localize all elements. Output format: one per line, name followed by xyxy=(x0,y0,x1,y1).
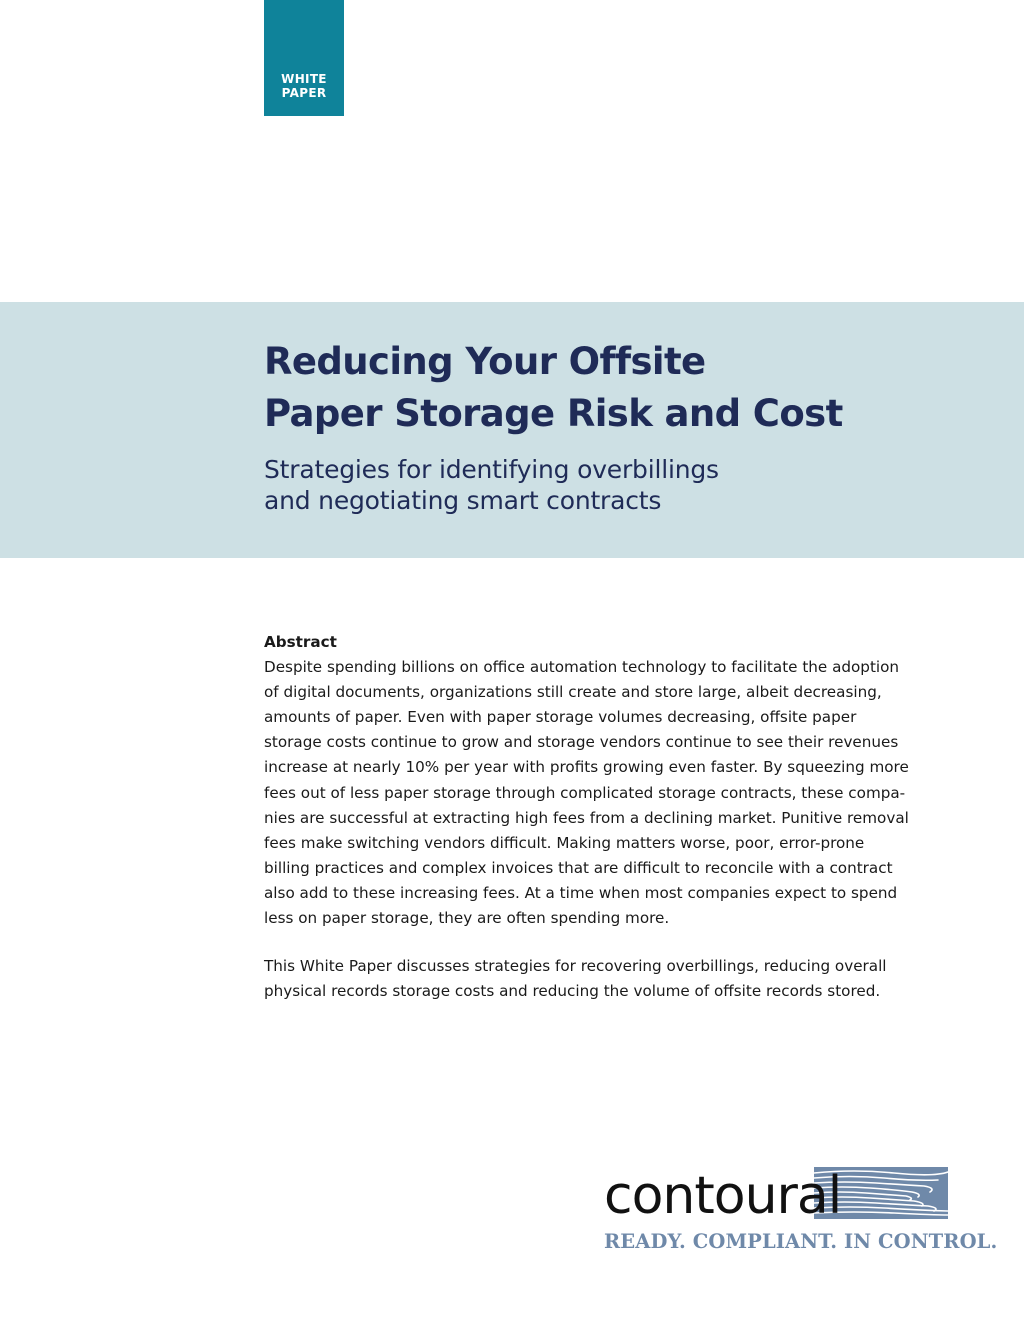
document-title xyxy=(264,336,984,440)
abstract-p1-line: Despite spending billions on office automation technology to facilitate the adoption xyxy=(264,658,900,677)
abstract-p1-line: fees make switching vendors difficult. Making matters worse, poor, error-prone xyxy=(264,833,865,852)
abstract-p1-line: nies are successful at extracting high fees from a declining market. Punitive removal xyxy=(264,808,909,827)
title-line-2: Paper Storage Risk and Cost xyxy=(264,392,843,435)
abstract-p1-line: billing practices and complex invoices that are difficult to reconcile with a contract xyxy=(264,858,893,877)
abstract-p1-line: also add to these increasing fees. At a time when most companies expect to spend xyxy=(264,883,898,902)
document-subtitle xyxy=(264,454,984,516)
abstract-p1-line: increase at nearly 10% per year with profits growing even faster. By squeezing more xyxy=(264,758,909,777)
logo-wordmark: contoural xyxy=(604,1166,842,1226)
title-line-1: Reducing Your Offsite xyxy=(264,340,706,383)
abstract-p1-line: less on paper storage, they are often spending more. xyxy=(264,909,670,928)
abstract-p1-line: storage costs continue to grow and storage vendors continue to see their revenues xyxy=(264,733,899,752)
subtitle-line-2: and negotiating smart contracts xyxy=(264,486,662,515)
abstract-paragraph-1 xyxy=(264,655,954,931)
contoural-logo xyxy=(600,1164,998,1264)
abstract-section xyxy=(264,630,954,1004)
abstract-p1-line: of digital documents, organizations still create and store large, albeit decreasing, xyxy=(264,683,882,702)
abstract-paragraph-2 xyxy=(264,954,954,1004)
white-paper-tab xyxy=(264,0,344,116)
abstract-p1-line: fees out of less paper storage through complicated storage contracts, these compa- xyxy=(264,783,906,802)
subtitle-line-1: Strategies for identifying overbillings xyxy=(264,455,719,484)
logo-tagline: READY. COMPLIANT. IN CONTROL. xyxy=(604,1230,998,1253)
abstract-p2-line: This White Paper discusses strategies for recovering overbillings, reducing overall xyxy=(264,956,887,975)
white-paper-label xyxy=(264,72,344,100)
tab-line-2: PAPER xyxy=(281,86,327,100)
abstract-heading: Abstract xyxy=(264,633,337,651)
tab-line-1: WHITE xyxy=(281,72,327,86)
abstract-p2-line: physical records storage costs and reducing the volume of offsite records stored. xyxy=(264,981,881,1000)
abstract-p1-line: amounts of paper. Even with paper storage volumes decreasing, offsite paper xyxy=(264,708,857,727)
